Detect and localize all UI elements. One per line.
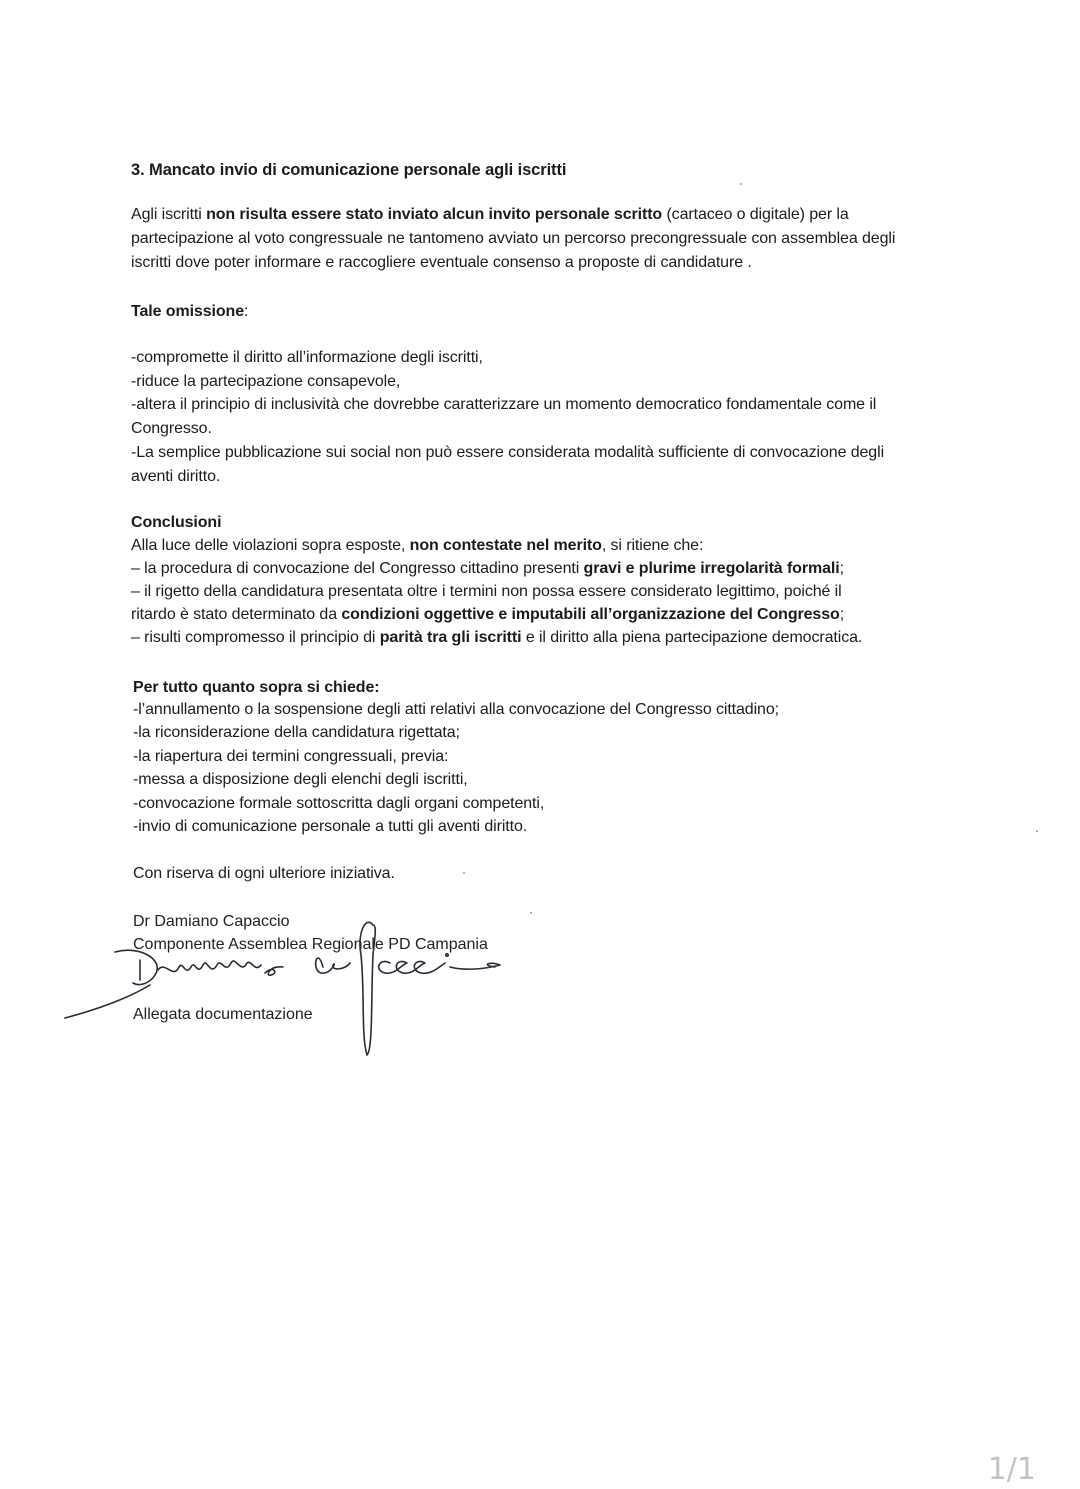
bold-text-run: condizioni oggettive e imputabili all’organizzazione del Congresso xyxy=(341,606,840,623)
request-item: -messa a disposizione degli elenchi degli iscritti, xyxy=(133,771,468,788)
bold-text-run: parità tra gli iscritti xyxy=(379,629,522,646)
request-item: -la riconsiderazione della candidatura rigettata; xyxy=(133,724,460,741)
omission-item: -riduce la partecipazione consapevole, xyxy=(131,373,401,390)
text-run: , si ritiene che: xyxy=(601,537,704,554)
handwritten-signature xyxy=(55,915,515,1065)
omission-item: -compromette il diritto all’informazione degli iscritti, xyxy=(131,349,483,366)
scan-speck xyxy=(530,912,532,914)
text-run: : xyxy=(244,303,249,320)
paragraph-line: iscritti dove poter informare e raccogliere eventuale consenso a proposte di candidature . xyxy=(131,254,752,271)
text-run: – risulti compromesso il principio di xyxy=(131,629,380,646)
bold-text-run: Tale omissione xyxy=(131,303,245,320)
omission-item: -altera il principio di inclusività che dovrebbe caratterizzare un momento democratico fondamentale come il xyxy=(131,396,877,413)
bold-text-run: non risulta essere stato inviato alcun invito personale scritto xyxy=(206,206,663,223)
omission-item: Congresso. xyxy=(131,420,212,437)
conclusions-item xyxy=(131,626,862,650)
conclusions-heading: Conclusioni xyxy=(131,514,222,531)
text-run: ; xyxy=(839,606,845,623)
conclusions-item xyxy=(131,557,844,581)
bold-text-run: non contestate nel merito xyxy=(409,537,602,554)
text-run: – la procedura di convocazione del Congresso cittadino presenti xyxy=(131,560,584,577)
request-item: -invio di comunicazione personale a tutti gli aventi diritto. xyxy=(133,818,528,835)
scan-speck xyxy=(740,183,742,185)
scan-speck xyxy=(1036,830,1038,832)
section-heading: 3. Mancato invio di comunicazione personale agli iscritti xyxy=(131,161,567,179)
bold-text-run: gravi e plurime irregolarità formali xyxy=(583,560,840,577)
request-item: -la riapertura dei termini congressuali, previa: xyxy=(133,748,449,765)
text-run: Alla luce delle violazioni sopra esposte, xyxy=(131,537,410,554)
paragraph-line xyxy=(131,203,849,227)
conclusions-item xyxy=(131,603,844,627)
omission-item: -La semplice pubblicazione sui social non può essere considerata modalità sufficiente di convocazione degli xyxy=(131,444,885,461)
closing-line: Con riserva di ogni ulteriore iniziativa. xyxy=(133,865,395,882)
omission-item: aventi diritto. xyxy=(131,468,221,485)
request-item: -convocazione formale sottoscritta dagli organi competenti, xyxy=(133,795,545,812)
conclusions-intro xyxy=(131,534,703,558)
omission-heading xyxy=(131,300,248,324)
conclusions-item: – il rigetto della candidatura presentata oltre i termini non possa essere considerato legittimo, poiché il xyxy=(131,583,842,600)
paragraph-line: partecipazione al voto congressuale ne tantomeno avviato un percorso precongressuale con assemblea degli xyxy=(131,230,896,247)
scan-speck xyxy=(463,872,465,874)
text-run: Agli iscritti xyxy=(131,206,207,223)
requests-heading: Per tutto quanto sopra si chiede: xyxy=(133,679,380,696)
text-run: e il diritto alla piena partecipazione democratica. xyxy=(521,629,863,646)
text-run: (cartaceo o digitale) per la xyxy=(662,206,849,223)
page-indicator: 1/1 xyxy=(987,1452,1036,1487)
text-run: ritardo è stato determinato da xyxy=(131,606,342,623)
signer-name: Dr Damiano Capaccio xyxy=(133,913,290,930)
attachment-note: Allegata documentazione xyxy=(133,1006,313,1023)
text-run: ; xyxy=(839,560,844,577)
request-item: -l’annullamento o la sospensione degli atti relativi alla convocazione del Congresso cittadino; xyxy=(133,701,780,718)
signer-role: Componente Assemblea Regionale PD Campania xyxy=(133,936,488,953)
